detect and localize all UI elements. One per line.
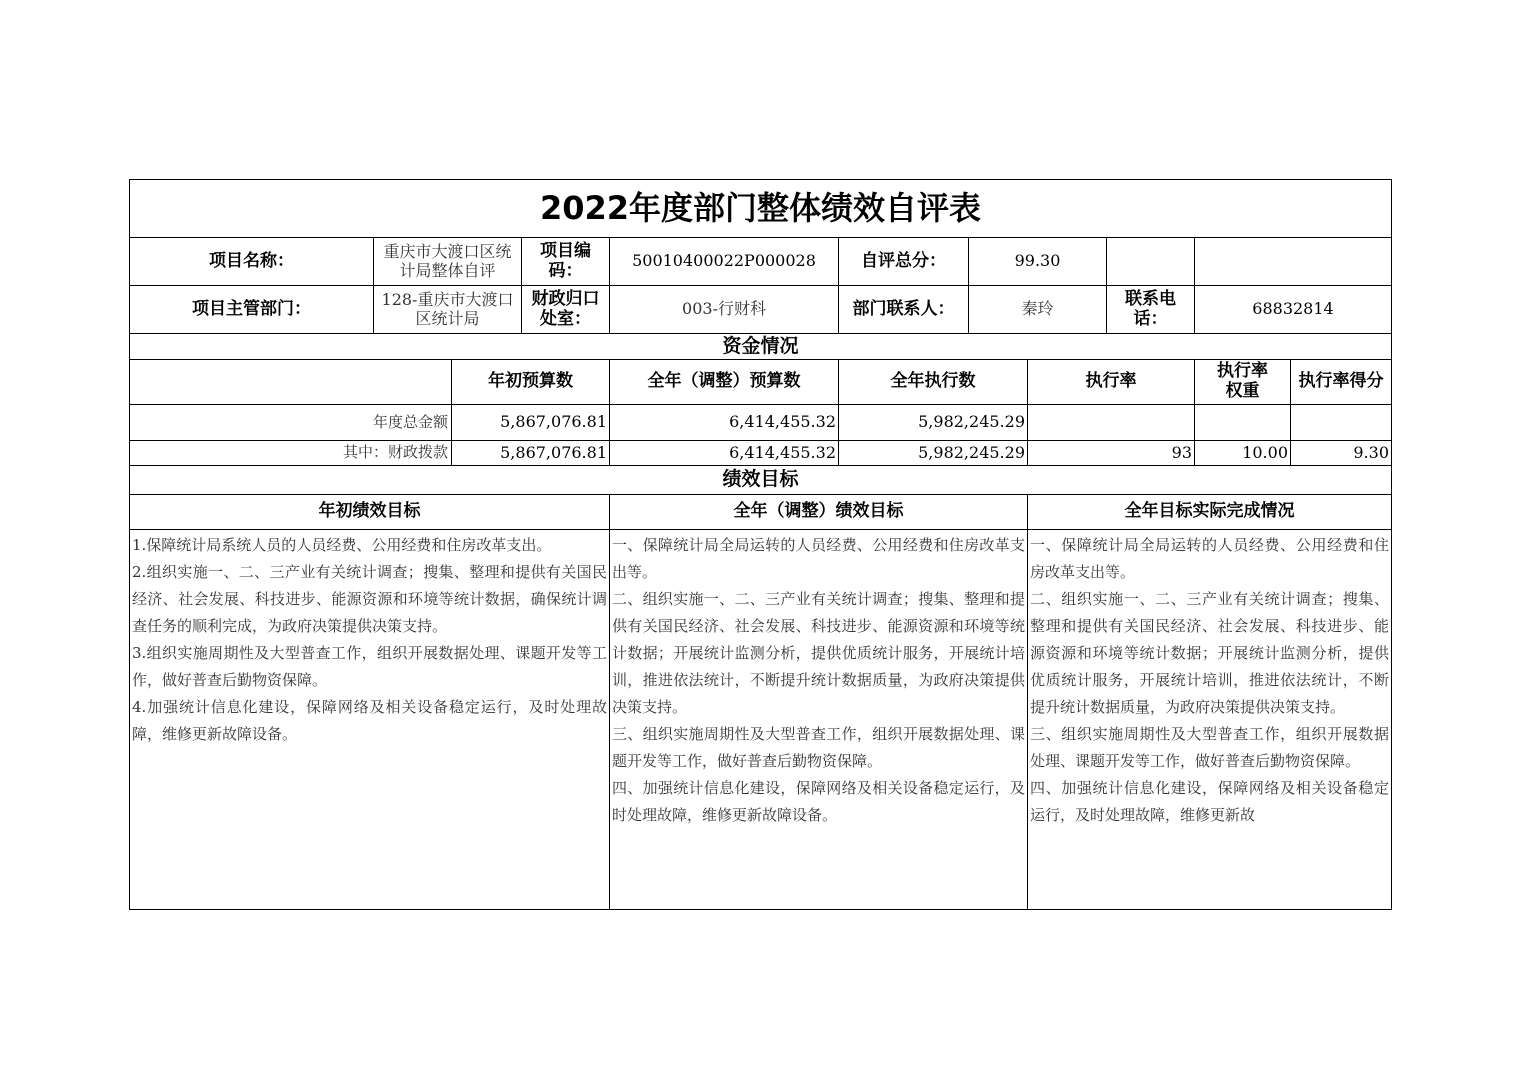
finance-office-label: 财政归口处室： bbox=[522, 286, 610, 334]
header-executed: 全年执行数 bbox=[839, 360, 1028, 405]
row-total-executed: 5,982,245.29 bbox=[839, 405, 1028, 441]
row-total-rate bbox=[1028, 405, 1195, 441]
header-rate: 执行率 bbox=[1028, 360, 1195, 405]
funds-section-title: 资金情况 bbox=[130, 334, 1391, 360]
initial-goal-item: 1.保障统计局系统人员的人员经费、公用经费和住房改革支出。 bbox=[132, 536, 552, 554]
row-total-weight bbox=[1195, 405, 1291, 441]
header-adjusted-budget: 全年（调整）预算数 bbox=[610, 360, 839, 405]
row-total-score bbox=[1291, 405, 1391, 441]
row-fiscal-weight: 10.00 bbox=[1195, 441, 1291, 466]
row-fiscal-initial: 5,867,076.81 bbox=[452, 441, 610, 466]
row-total-adjusted: 6,414,455.32 bbox=[610, 405, 839, 441]
header-actual-completion: 全年目标实际完成情况 bbox=[1028, 495, 1391, 530]
empty-cell bbox=[1195, 238, 1391, 286]
row-fiscal-adjusted: 6,414,455.32 bbox=[610, 441, 839, 466]
project-name-value: 重庆市大渡口区统计局整体自评 bbox=[374, 238, 522, 286]
table-title: 2022年度部门整体绩效自评表 bbox=[130, 180, 1391, 238]
funds-header-blank bbox=[130, 360, 452, 405]
performance-evaluation-table bbox=[129, 179, 1392, 910]
finance-office-value: 003-行财科 bbox=[610, 286, 839, 334]
project-code-value: 50010400022P000028 bbox=[610, 238, 839, 286]
project-code-label: 项目编码： bbox=[522, 238, 610, 286]
actual-item: 二、组织实施一、二、三产业有关统计调查；搜集、整理和提供有关国民经济、社会发展、科技进步、能源资源和环境等统计数据；开展统计监测分析，提供优质统计服务，开展统计培训，推进依法统计，不断提升统计数据质量，为政府决策提供决策支持。 bbox=[1030, 590, 1389, 716]
actual-completion-text bbox=[1028, 530, 1391, 909]
adjusted-goal-item: 二、组织实施一、二、三产业有关统计调查；搜集、整理和提供有关国民经济、社会发展、科技进步、能源资源和环境等统计数据；开展统计监测分析，提供优质统计服务，开展统计培训，推进依法统计，不断提升统计数据质量，为政府决策提供决策支持。 bbox=[612, 590, 1025, 716]
self-score-label: 自评总分： bbox=[839, 238, 969, 286]
header-initial-budget: 年初预算数 bbox=[452, 360, 610, 405]
contact-value: 秦玲 bbox=[969, 286, 1107, 334]
initial-goals-text bbox=[130, 530, 610, 909]
adjusted-goal-item: 四、加强统计信息化建设，保障网络及相关设备稳定运行，及时处理故障，维修更新故障设备。 bbox=[612, 779, 1025, 824]
goals-section-title: 绩效目标 bbox=[130, 466, 1391, 495]
row-fiscal-score: 9.30 bbox=[1291, 441, 1391, 466]
project-name-label: 项目名称： bbox=[130, 238, 374, 286]
row-fiscal-rate: 93 bbox=[1028, 441, 1195, 466]
adjusted-goals-text bbox=[610, 530, 1028, 909]
header-weight: 执行率权重 bbox=[1195, 360, 1291, 405]
row-fiscal-label: 其中：财政拨款 bbox=[130, 441, 452, 466]
actual-item: 三、组织实施周期性及大型普查工作，组织开展数据处理、课题开发等工作，做好普查后勤物资保障。 bbox=[1030, 725, 1389, 770]
dept-value: 128-重庆市大渡口区统计局 bbox=[374, 286, 522, 334]
row-total-label: 年度总金额 bbox=[130, 405, 452, 441]
empty-cell bbox=[1107, 238, 1195, 286]
initial-goal-item: 2.组织实施一、二、三产业有关统计调查；搜集、整理和提供有关国民经济、社会发展、科技进步、能源资源和环境等统计数据，确保统计调查任务的顺利完成，为政府决策提供决策支持。 bbox=[132, 563, 607, 635]
contact-label: 部门联系人： bbox=[839, 286, 969, 334]
row-fiscal-executed: 5,982,245.29 bbox=[839, 441, 1028, 466]
header-adjusted-goals: 全年（调整）绩效目标 bbox=[610, 495, 1028, 530]
actual-item: 一、保障统计局全局运转的人员经费、公用经费和住房改革支出等。 bbox=[1030, 536, 1389, 581]
row-total-initial: 5,867,076.81 bbox=[452, 405, 610, 441]
self-score-value: 99.30 bbox=[969, 238, 1107, 286]
actual-item: 四、加强统计信息化建设，保障网络及相关设备稳定运行，及时处理故障，维修更新故 bbox=[1030, 779, 1389, 824]
adjusted-goal-item: 一、保障统计局全局运转的人员经费、公用经费和住房改革支出等。 bbox=[612, 536, 1025, 581]
header-initial-goals: 年初绩效目标 bbox=[130, 495, 610, 530]
phone-label: 联系电话： bbox=[1107, 286, 1195, 334]
dept-label: 项目主管部门： bbox=[130, 286, 374, 334]
initial-goal-item: 3.组织实施周期性及大型普查工作，组织开展数据处理、课题开发等工作，做好普查后勤物资保障。 bbox=[132, 644, 607, 689]
header-score: 执行率得分 bbox=[1291, 360, 1391, 405]
phone-value: 68832814 bbox=[1195, 286, 1391, 334]
initial-goal-item: 4.加强统计信息化建设，保障网络及相关设备稳定运行，及时处理故障，维修更新故障设备。 bbox=[132, 698, 607, 743]
adjusted-goal-item: 三、组织实施周期性及大型普查工作，组织开展数据处理、课题开发等工作，做好普查后勤物资保障。 bbox=[612, 725, 1025, 770]
